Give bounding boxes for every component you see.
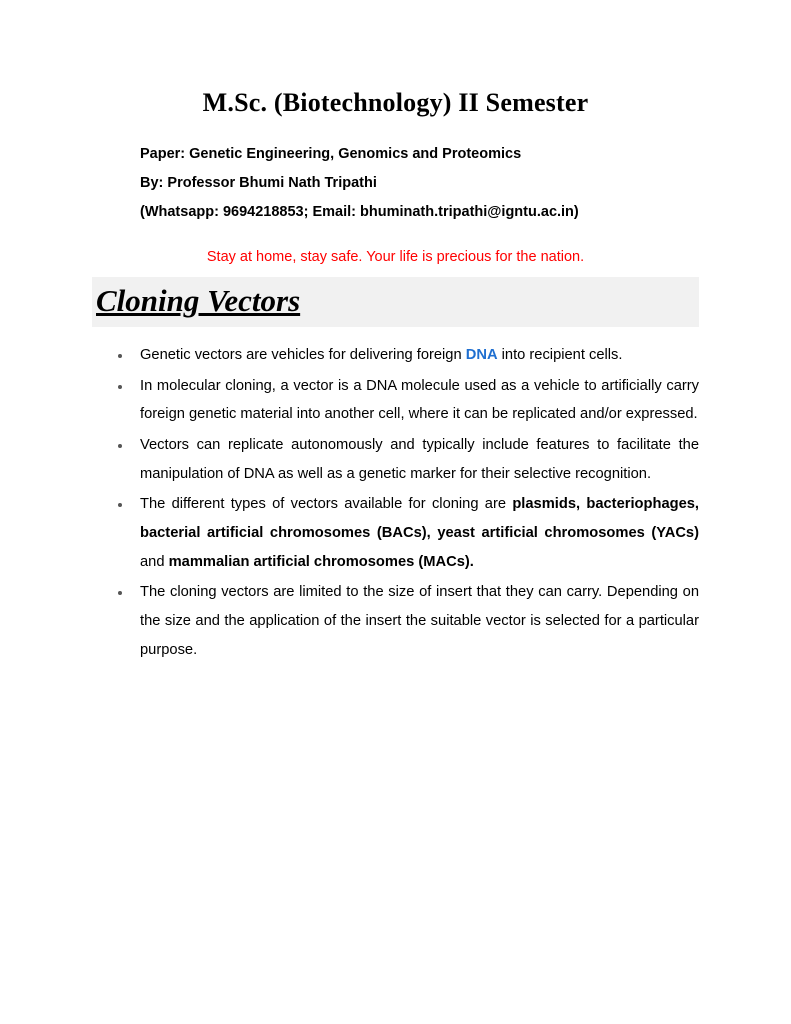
author-line: By: Professor Bhumi Nath Tripathi [140,175,377,191]
paper-line: Paper: Genetic Engineering, Genomics and Proteomics [140,146,522,162]
emphasized-text: plasmids, bacteriophages, bacterial artificial chromosomes (BACs), yeast artificial chromosomes (YACs) [140,496,700,541]
body-text: Genetic vectors are vehicles for delivering foreign [140,347,466,363]
highlighted-term: DNA [465,347,498,363]
contact-line [140,198,699,227]
body-text: and [140,553,169,570]
list-item [92,578,699,664]
contact-suffix: ) [573,204,579,220]
safety-notice: Stay at home, stay safe. Your life is precious for the nation. [206,249,585,265]
list-item [92,341,699,370]
list-item [92,431,699,488]
body-text: into recipient cells. [497,347,623,363]
contact-email: bhuminath.tripathi@igntu.ac.in [360,204,574,220]
body-text: The cloning vectors are limited to the size of insert that they can carry. Depending on the size and the application of the insert the suitable vector is selected for a particular purpose. [140,584,699,658]
list-item [92,490,699,576]
body-text: Vectors can replicate autonomously and typically include features to facilitate the manipulation of DNA as well as a genetic marker for their selective recognition. [140,436,699,482]
list-item [92,372,699,429]
section-heading: Cloning Vectors [96,283,301,318]
page-title: M.Sc. (Biotechnology) II Semester [202,88,589,117]
body-text: The different types of vectors available for cloning are [140,496,513,513]
emphasized-text: mammalian artificial chromosomes (MACs). [168,553,474,570]
document-meta [140,140,699,227]
section-heading-band [92,277,699,327]
bullet-list [92,341,699,664]
body-text: In molecular cloning, a vector is a DNA molecule used as a vehicle to artificially carry foreign genetic material into another cell, where it can be replicated and/or expressed. [140,377,699,423]
contact-prefix: (Whatsapp: 9694218853; Email: [140,204,361,220]
